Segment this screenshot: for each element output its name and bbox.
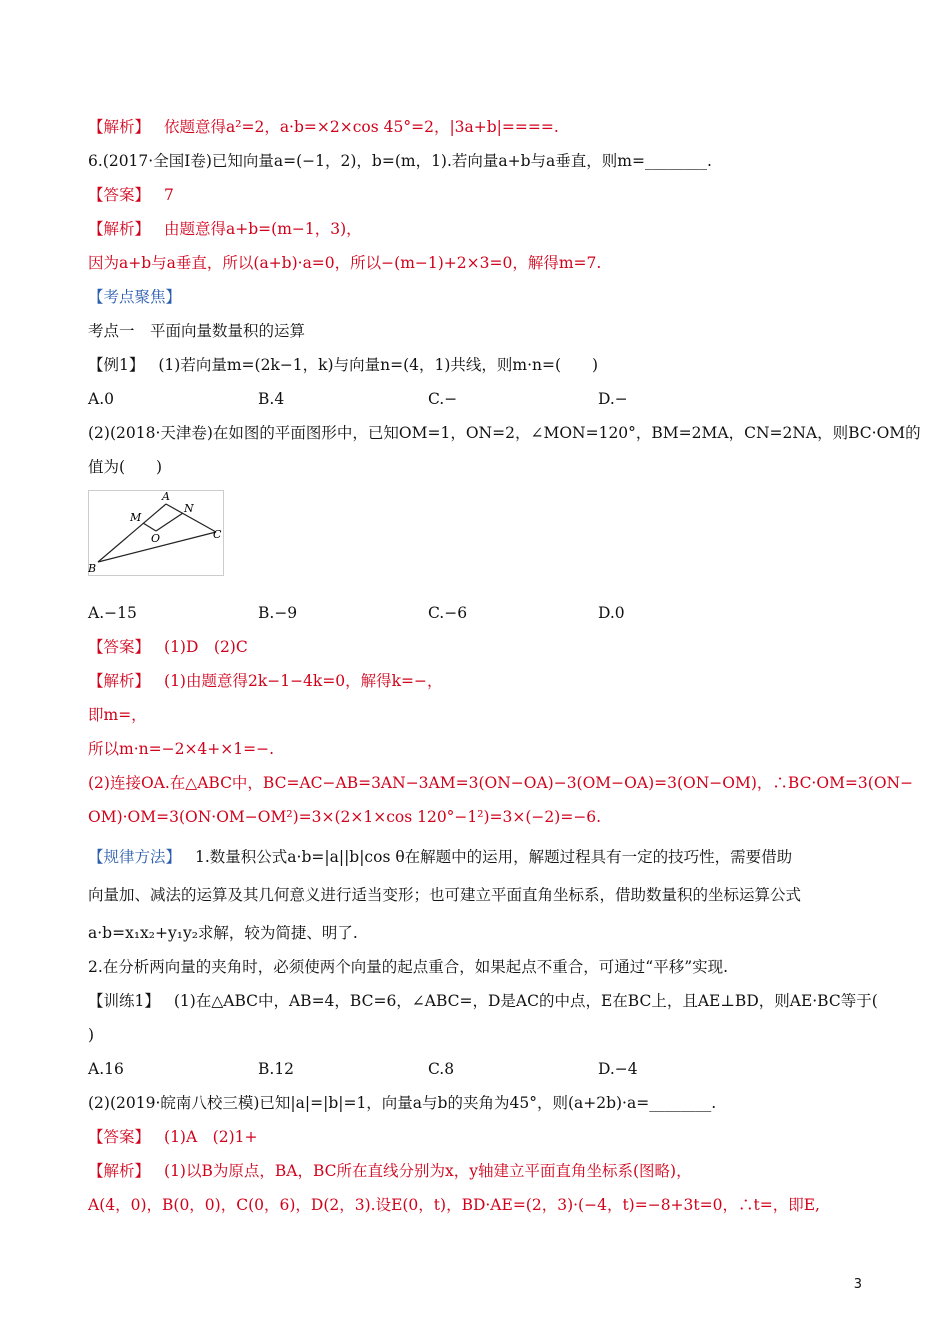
option-d: D.− [598, 390, 628, 408]
answer-training-1 [88, 1126, 864, 1148]
analysis-text: 依题意得a²=2，a·b=×2×cos 45°=2，|3a+b|====. [164, 118, 559, 136]
answer-6 [88, 184, 864, 206]
answer-tag: 【答案】 [88, 1128, 151, 1146]
section-heading: 【考点聚焦】 [88, 288, 182, 306]
analysis-tag: 【解析】 [88, 1162, 151, 1180]
analysis-line-3: 所以m·n=−2×4+×1=−. [88, 740, 275, 758]
answer-tag: 【答案】 [88, 638, 151, 656]
analysis-text: (1)以B为原点，BA，BC所在直线分别为x，y轴建立平面直角坐标系(图略)， [164, 1162, 692, 1180]
analysis-example-1 [88, 670, 864, 692]
training-1-cont: ) [88, 1026, 95, 1044]
analysis-text: 由题意得a+b=(m−1，3)， [164, 220, 362, 238]
option-c: C.− [428, 390, 458, 408]
option-d: D.−4 [598, 1060, 638, 1078]
options-3 [88, 1058, 864, 1080]
line-analysis-5 [88, 116, 864, 138]
problem-6: 6.(2017·全国Ⅰ卷)已知向量a=(−1，2)，b=(m，1).若向量a+b与a垂直，则m=________. [88, 152, 712, 170]
analysis-line-5: OM)·OM=3(ON·OM−OM²)=3×(2×1×cos 120°−1²)=3×(−2)=−6. [88, 808, 602, 826]
method-1-cont: 向量加、减法的运算及其几何意义进行适当变形；也可建立平面直角坐标系，借助数量积的坐标运算公式 [88, 886, 802, 904]
analysis-tag: 【解析】 [88, 220, 151, 238]
analysis-line-4: (2)连接OA.在△ABC中，BC=AC−AB=3AN−3AM=3(ON−OA)−3(OM−OA)=3(ON−OM)，∴BC·OM=3(ON− [88, 774, 914, 792]
label-c: C [213, 528, 222, 541]
analysis-text: (1)由题意得2k−1−4k=0，解得k=−， [164, 672, 443, 690]
option-d: D.0 [598, 604, 625, 622]
analysis-6 [88, 218, 864, 240]
options-1 [88, 388, 864, 410]
analysis-tag: 【解析】 [88, 672, 151, 690]
label-o: O [151, 532, 161, 545]
label-b: B [88, 562, 97, 575]
triangle-figure [88, 490, 224, 576]
page-number: 3 [853, 1277, 862, 1292]
option-c: C.8 [428, 1060, 455, 1078]
topic-title: 考点一 平面向量数量积的运算 [88, 322, 306, 340]
method-2: 2.在分析两向量的夹角时，必须使两个向量的起点重合，如果起点不重合，可通过“平移”实现. [88, 958, 729, 976]
training-text: (1)在△ABC中，AB=4，BC=6，∠ABC=，D是AC的中点，E在BC上，且AE⊥BD，则AE·BC等于( [173, 992, 878, 1010]
answer-text: (1)D (2)C [164, 638, 248, 656]
answer-text: 7 [164, 186, 174, 204]
segment-mo [143, 523, 156, 531]
label-n: N [184, 502, 194, 515]
answer-text: (1)A (2)1+ [164, 1128, 258, 1146]
example-text: (1)若向量m=(2k−1，k)与向量n=(4，1)共线，则m·n=( ) [158, 356, 599, 374]
method-1-formula: a·b=x₁x₂+y₁y₂求解，较为简捷、明了. [88, 924, 358, 942]
analysis-6-cont: 因为a+b与a垂直，所以(a+b)·a=0，所以−(m−1)+2×3=0，解得m=7. [88, 254, 602, 272]
answer-example-1 [88, 636, 864, 658]
method-text: 1.数量积公式a·b=|a||b|cos θ在解题中的运用，解题过程具有一定的技巧性，需要借助 [195, 848, 793, 866]
training-1-part-2: (2)(2019·皖南八校三模)已知|a|=|b|=1，向量a与b的夹角为45°，则(a+2b)·a=________. [88, 1094, 717, 1112]
example-tag: 【例1】 [88, 356, 145, 374]
analysis-tag: 【解析】 [88, 118, 151, 136]
option-a: A.−15 [88, 604, 137, 622]
option-b: B.12 [258, 1060, 295, 1078]
example-1 [88, 354, 864, 376]
label-a: A [162, 490, 170, 503]
example-1-part-2: (2)(2018·天津卷)在如图的平面图形中，已知OM=1，ON=2，∠MON=120°，BM=2MA，CN=2NA，则BC·OM的 [88, 424, 921, 442]
analysis-training-1-cont: A(4，0)，B(0，0)，C(0，6)，D(2，3).设E(0，t)，BD·AE=(2，3)·(−4，t)=−8+3t=0，∴t=，即E, [88, 1196, 820, 1214]
option-b: B.4 [258, 390, 285, 408]
method-1 [88, 846, 864, 868]
option-a: A.16 [88, 1060, 124, 1078]
training-1 [88, 990, 878, 1012]
option-c: C.−6 [428, 604, 468, 622]
example-1-part-2-cont: 值为( ) [88, 458, 163, 476]
analysis-training-1 [88, 1160, 864, 1182]
segment-on [156, 513, 183, 531]
option-b: B.−9 [258, 604, 298, 622]
option-a: A.0 [88, 390, 114, 408]
training-tag: 【训练1】 [88, 992, 160, 1010]
answer-tag: 【答案】 [88, 186, 151, 204]
analysis-line-2: 即m=， [88, 706, 147, 724]
label-m: M [130, 511, 142, 524]
options-2 [88, 602, 864, 624]
method-tag: 【规律方法】 [88, 848, 182, 866]
